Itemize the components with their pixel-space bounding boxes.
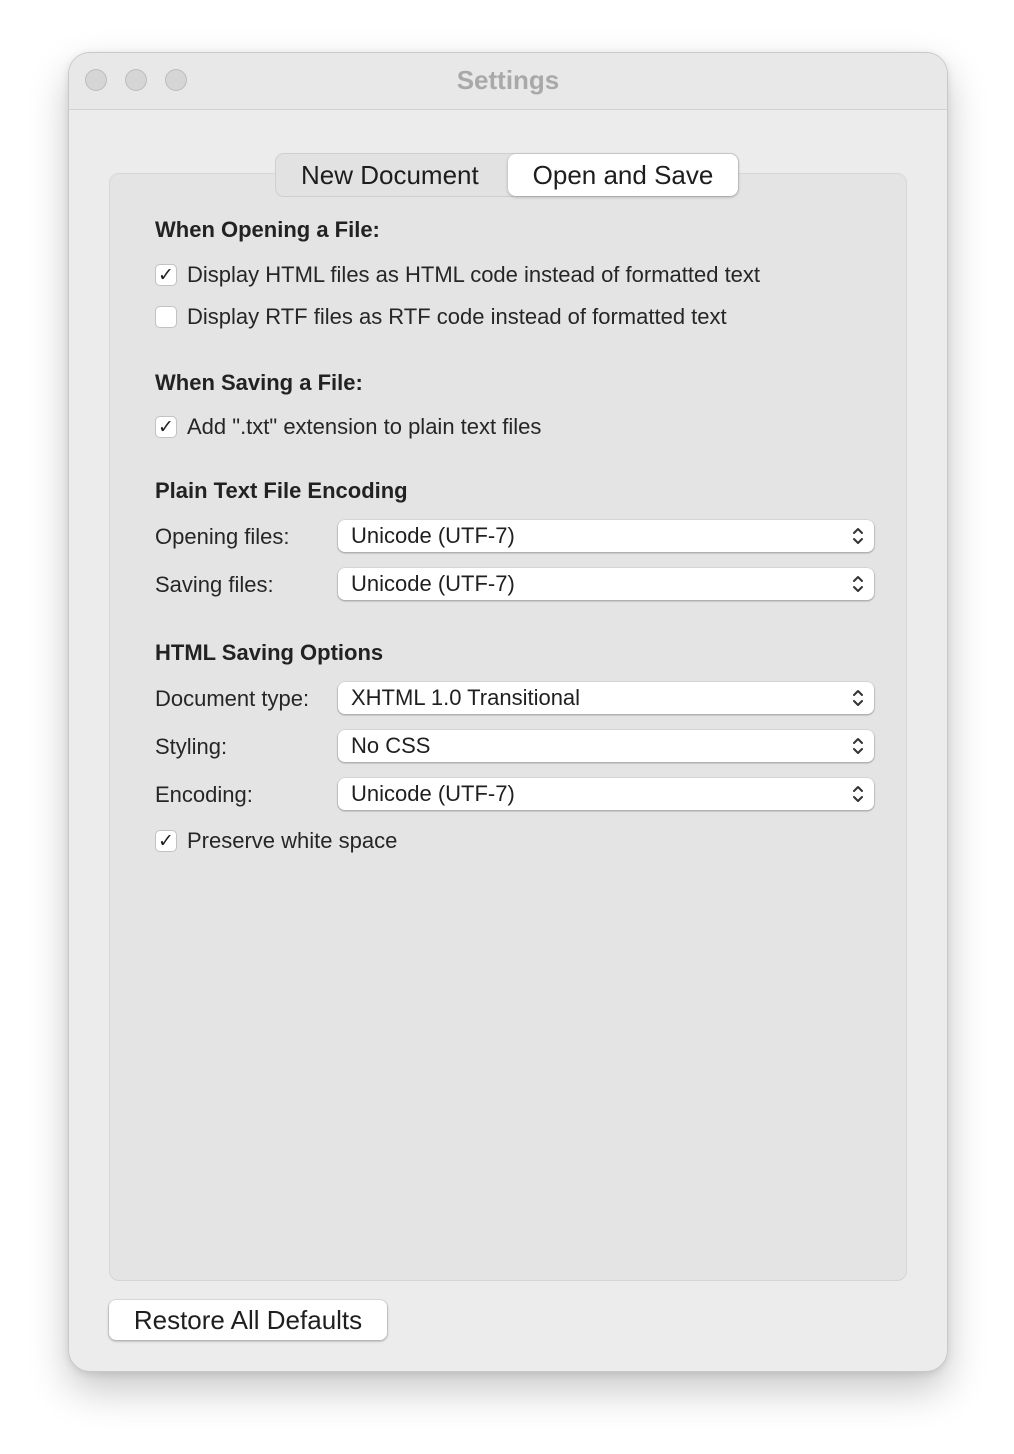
chevron-up-down-icon — [852, 734, 864, 758]
opening-files-label: Opening files: — [155, 524, 290, 549]
window-title: Settings — [456, 65, 560, 95]
chevron-up-down-icon — [852, 686, 864, 710]
opening-files-value: Unicode (UTF-7) — [351, 523, 515, 548]
txt-extension-checkbox[interactable]: ✓ — [155, 416, 177, 438]
document-type-label: Document type: — [155, 686, 310, 711]
preserve-whitespace-checkbox[interactable]: ✓ — [155, 830, 177, 852]
styling-popup[interactable] — [338, 730, 874, 762]
document-type-popup[interactable] — [338, 682, 874, 714]
settings-panel — [109, 173, 907, 1281]
styling-value: No CSS — [351, 733, 431, 758]
rtf-code-label: Display RTF files as RTF code instead of formatted text — [187, 304, 727, 329]
chevron-up-down-icon — [852, 524, 864, 548]
saving-files-label: Saving files: — [155, 572, 274, 597]
opening-files-popup[interactable] — [338, 520, 874, 552]
document-type-value: XHTML 1.0 Transitional — [351, 685, 581, 710]
rtf-code-checkbox[interactable] — [155, 306, 177, 328]
encoding-section-title: Plain Text File Encoding — [155, 478, 408, 503]
txt-extension-label: Add ".txt" extension to plain text files — [187, 414, 542, 439]
txt-extension-option[interactable] — [155, 414, 541, 440]
restore-all-defaults-button[interactable]: Restore All Defaults — [109, 1300, 387, 1340]
preserve-whitespace-option[interactable] — [155, 828, 397, 854]
rtf-code-option[interactable] — [155, 304, 727, 330]
styling-label: Styling: — [155, 734, 228, 759]
tab-new-document[interactable]: New Document — [301, 160, 479, 190]
title-bar[interactable] — [69, 53, 947, 110]
html-encoding-popup[interactable] — [338, 778, 874, 810]
saving-files-value: Unicode (UTF-7) — [351, 571, 515, 596]
html-code-checkbox[interactable]: ✓ — [155, 264, 177, 286]
html-encoding-label: Encoding: — [155, 782, 253, 807]
tab-bar — [275, 153, 739, 197]
opening-section-title: When Opening a File: — [155, 217, 380, 242]
settings-window — [68, 52, 948, 1372]
html-code-label: Display HTML files as HTML code instead of formatted text — [187, 262, 761, 287]
tab-open-and-save[interactable]: Open and Save — [508, 154, 738, 196]
saving-files-popup[interactable] — [338, 568, 874, 600]
preserve-whitespace-label: Preserve white space — [187, 828, 398, 853]
saving-section-title: When Saving a File: — [155, 370, 363, 395]
html-encoding-value: Unicode (UTF-7) — [351, 781, 515, 806]
chevron-up-down-icon — [852, 782, 864, 806]
html-code-option[interactable] — [155, 262, 760, 288]
html-section-title: HTML Saving Options — [155, 640, 384, 665]
chevron-up-down-icon — [852, 572, 864, 596]
